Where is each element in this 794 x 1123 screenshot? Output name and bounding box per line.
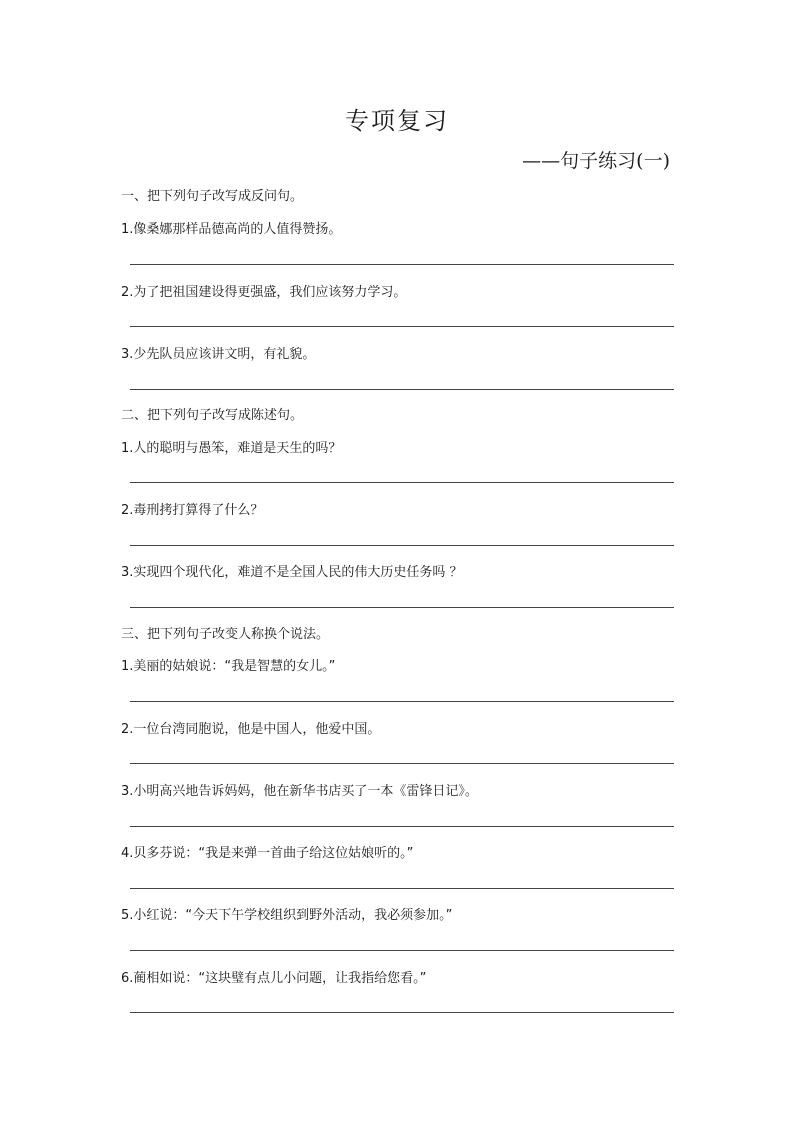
question-text: 4.贝多芬说：“我是来弹一首曲子给这位姑娘听的。” — [121, 846, 414, 861]
question-text: 3.小明高兴地告诉妈妈，他在新华书店买了一本《雷锋日记》。 — [121, 784, 478, 799]
question-text: 1.人的聪明与愚笨，难道是天生的吗？ — [121, 441, 342, 456]
question-text: 3.少先队员应该讲文明，有礼貌。 — [121, 347, 316, 362]
question-text: 1.像桑娜那样品德高尚的人值得赞扬。 — [121, 222, 342, 237]
worksheet-title: 专项复习 — [345, 107, 449, 135]
question-text: 2.为了把祖国建设得更强盛，我们应该努力学习。 — [121, 285, 407, 300]
section-heading: 三、把下列句子改变人称换个说法。 — [121, 627, 330, 642]
question-text: 5.小红说：“今天下午学校组织到野外活动，我必须参加。” — [121, 908, 453, 923]
question-text: 6.蔺相如说：“这块璧有点儿小问题，让我指给您看。” — [121, 971, 427, 986]
answer-line[interactable] — [130, 1012, 674, 1013]
answer-line[interactable] — [130, 545, 674, 546]
question-text: 3.实现四个现代化，难道不是全国人民的伟大历史任务吗 ？ — [121, 565, 463, 580]
question-text: 1.美丽的姑娘说：“我是智慧的女儿。” — [121, 659, 336, 674]
worksheet-subtitle: ——句子练习(一) — [522, 150, 670, 172]
question-text: 2.一位台湾同胞说，他是中国人，他爱中国。 — [121, 722, 381, 737]
section-heading: 一、把下列句子改写成反问句。 — [121, 189, 304, 204]
answer-line[interactable] — [130, 701, 674, 702]
answer-line[interactable] — [130, 482, 674, 483]
section-heading: 二、把下列句子改写成陈述句。 — [121, 408, 304, 423]
answer-line[interactable] — [130, 763, 674, 764]
answer-line[interactable] — [130, 607, 674, 608]
answer-line[interactable] — [130, 826, 674, 827]
answer-line[interactable] — [130, 264, 674, 265]
answer-line[interactable] — [130, 389, 674, 390]
answer-line[interactable] — [130, 326, 674, 327]
answer-line[interactable] — [130, 950, 674, 951]
question-text: 2.毒刑拷打算得了什么？ — [121, 503, 264, 518]
answer-line[interactable] — [130, 888, 674, 889]
